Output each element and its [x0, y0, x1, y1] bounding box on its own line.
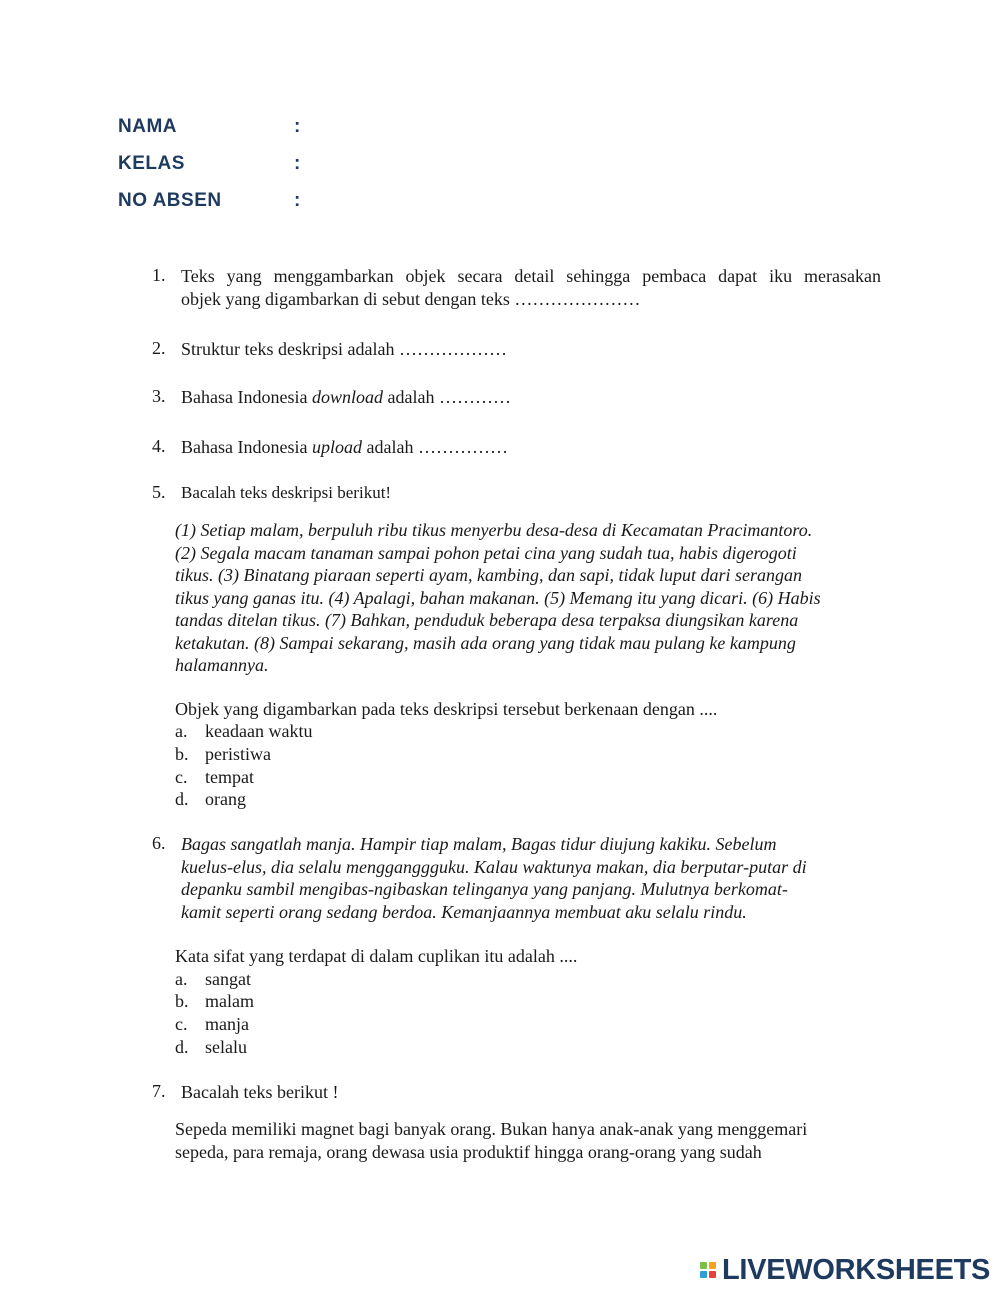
question-2-number: 2.: [152, 338, 166, 358]
question-4-term: upload: [311, 437, 362, 457]
absence-number-colon: :: [294, 190, 301, 211]
mark-square: [700, 1271, 707, 1278]
question-1-line-1: Teks yang menggambarkan objek secara detail sehingga pembaca dapat iku merasakan: [181, 266, 881, 286]
mark-square: [700, 1262, 707, 1269]
question-4-text: [181, 436, 508, 459]
logo-text: LIVEWORKSHEETS: [722, 1253, 991, 1286]
option-letter: d.: [175, 1037, 189, 1057]
option-letter: b.: [175, 991, 189, 1011]
name-colon: :: [294, 116, 301, 137]
passage-line: depanku sambil mengibas-ngibaskan telinganya yang panjang. Mulutnya berkomat-: [181, 879, 788, 899]
question-3-term: download: [311, 387, 383, 407]
mark-square: [709, 1262, 716, 1269]
question-7-line-1: Sepeda memiliki magnet bagi banyak orang. Bukan hanya anak-anak yang menggemari: [175, 1119, 808, 1139]
question-5-option-a[interactable]: [175, 720, 312, 743]
question-5-passage: [175, 519, 887, 677]
liveworksheets-logo: [700, 1252, 990, 1288]
question-6-option-b[interactable]: [175, 990, 254, 1013]
question-5-number: 5.: [152, 482, 166, 502]
mark-square: [709, 1271, 716, 1278]
option-text: sangat: [205, 969, 251, 989]
name-label: NAMA: [118, 116, 177, 137]
absence-number-field: [118, 190, 301, 212]
option-text: keadaan waktu: [205, 721, 313, 741]
passage-line: ketakutan. (8) Sampai sekarang, masih ada orang yang tidak mau pulang ke kampung: [175, 632, 796, 653]
option-text: tempat: [205, 767, 254, 787]
passage-line: kuelus-elus, dia selalu mengganggguku. Kalau waktunya makan, dia berputar-putar di: [181, 856, 807, 877]
question-3-text: [181, 386, 511, 409]
question-7-text: Bacalah teks berikut !: [181, 1082, 339, 1102]
option-letter: a.: [175, 721, 188, 741]
question-3-number: 3.: [152, 386, 166, 406]
question-1-number: 1.: [152, 265, 166, 285]
class-field: [118, 153, 301, 175]
option-text: peristiwa: [205, 744, 271, 764]
class-colon: :: [294, 153, 301, 174]
passage-line: Bagas sangatlah manja. Hampir tiap malam, Bagas tidur diujung kakiku. Sebelum: [181, 834, 777, 854]
option-text: selalu: [205, 1037, 247, 1057]
question-4-pre: Bahasa Indonesia: [181, 437, 312, 457]
question-6-passage: [181, 833, 871, 923]
option-letter: a.: [175, 969, 188, 989]
question-5-prompt: Objek yang digambarkan pada teks deskripsi tersebut berkenaan dengan ....: [175, 699, 718, 719]
option-letter: c.: [175, 767, 188, 787]
option-text: malam: [205, 991, 254, 1011]
question-7-number: 7.: [152, 1081, 166, 1101]
question-6-prompt: Kata sifat yang terdapat di dalam cuplikan itu adalah ....: [175, 946, 578, 966]
name-field: [118, 116, 301, 138]
passage-line: (2) Segala macam tanaman sampai pohon petai cina yang sudah tua, habis digerogoti: [175, 542, 797, 563]
absence-number-label: NO ABSEN: [118, 190, 222, 211]
passage-line: kamit seperti orang sedang berdoa. Kemanjaannya membuat aku selalu rindu.: [181, 901, 747, 922]
question-4-number: 4.: [152, 436, 166, 456]
question-3-pre: Bahasa Indonesia: [181, 387, 312, 407]
question-4-post: adalah ……………: [361, 437, 508, 457]
question-6-option-c[interactable]: [175, 1013, 249, 1036]
passage-line: (1) Setiap malam, berpuluh ribu tikus menyerbu desa-desa di Kecamatan Pracimantoro.: [175, 520, 813, 540]
passage-line: tikus. (3) Binatang piaraan seperti ayam, kambing, dan sapi, tidak luput dari serangan: [175, 565, 802, 585]
passage-line: tandas ditelan tikus. (7) Bahkan, penduduk beberapa desa terpaksa diungsikan karena: [175, 610, 799, 630]
question-1-line-2: objek yang digambarkan di sebut dengan teks …………………: [181, 289, 641, 309]
option-letter: c.: [175, 1014, 188, 1034]
option-text: manja: [205, 1014, 249, 1034]
class-label: KELAS: [118, 153, 185, 174]
option-letter: b.: [175, 744, 189, 764]
question-3-post: adalah …………: [382, 387, 511, 407]
question-7-line-2: sepeda, para remaja, orang dewasa usia produktif hingga orang-orang yang sudah: [175, 1142, 762, 1162]
question-6-number: 6.: [152, 833, 166, 853]
question-6-option-d[interactable]: [175, 1036, 247, 1059]
question-5-option-c[interactable]: [175, 766, 254, 789]
question-5-text: Bacalah teks deskripsi berikut!: [181, 483, 392, 502]
option-text: orang: [205, 789, 246, 809]
question-2-text: Struktur teks deskripsi adalah ………………: [181, 339, 507, 359]
passage-line: tikus yang ganas itu. (4) Apalagi, bahan makanan. (5) Memang itu yang dicari. (6) Habis: [175, 587, 821, 608]
passage-line: halamannya.: [175, 655, 269, 675]
question-5-option-d[interactable]: [175, 788, 246, 811]
liveworksheets-mark-icon: [700, 1262, 716, 1278]
option-letter: d.: [175, 789, 189, 809]
question-6-option-a[interactable]: [175, 968, 251, 991]
question-5-option-b[interactable]: [175, 743, 271, 766]
